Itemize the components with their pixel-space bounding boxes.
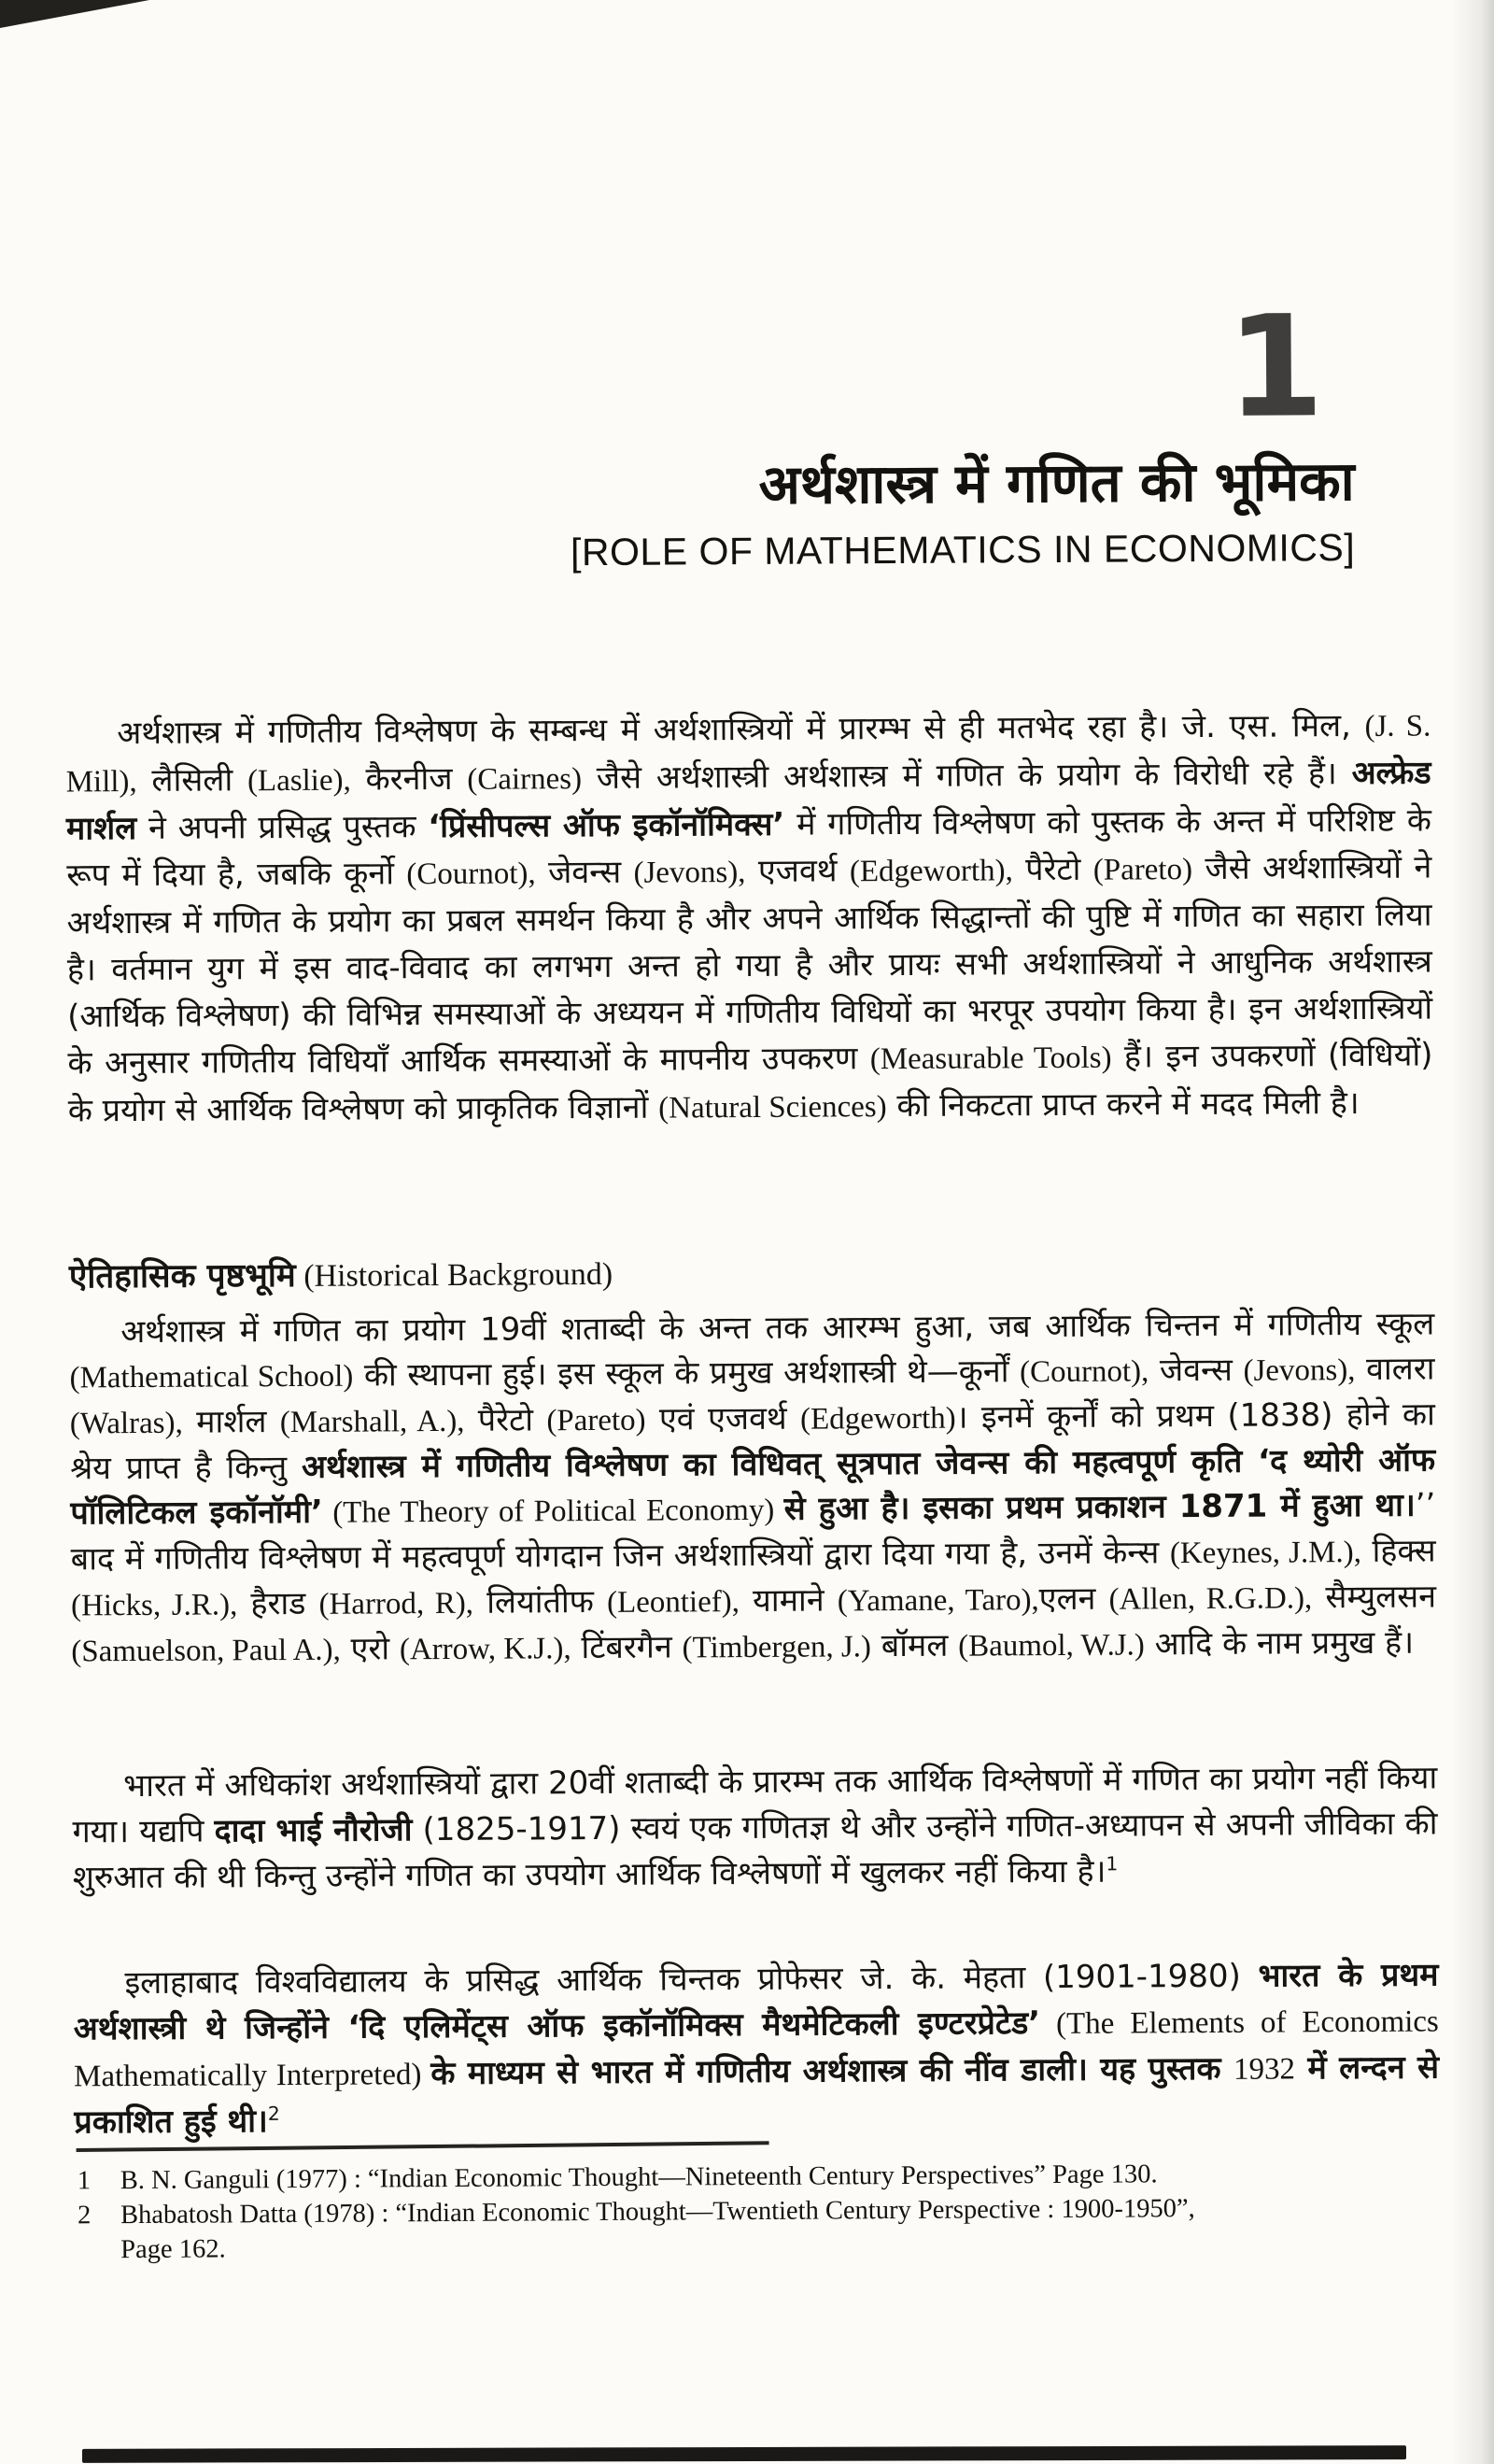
footnote-1-text: B. N. Ganguli (1977) : “Indian Economic Thought—Nineteenth Century Perspectives” Page 130. xyxy=(120,2160,1158,2196)
paragraph-4: इलाहाबाद विश्वविद्यालय के प्रसिद्ध आर्थिक चिन्तक प्रोफेसर जे. के. मेहता (1901-1980) भारत के प्रथम अर्थशास्त्री थे जिन्होंने ‘दि एलिमेंट्स ऑफ इकॉनॉमिक्स मैथमेटिकली इण्टरप्रेटेड’ (The Elements of Economics Mathematically Interpreted) के माध्यम से भारत में गणितीय अर्थशास्त्र की नींव डाली। यह पुस्तक 1932 में लन्दन से प्रकाशित हुई थी।$^2$ xyxy=(73,1956,1440,2142)
footnotes xyxy=(78,2156,1428,2268)
footnote-2-line1: Bhabatosh Datta (1978) : “Indian Economic Thought—Twentieth Century Perspective : 1900-1950”, xyxy=(120,2194,1195,2230)
paragraph-3: भारत में अधिकांश अर्थशास्त्रियों द्वारा 20वीं शताब्दी के प्रारम्भ तक आर्थिक विश्लेषणों में गणित का प्रयोग नहीं किया गया। यद्यपि दादा भाई नौरोजी (1825-1917) स्वयं एक गणितज्ञ थे और उन्होंने गणित-अध्यापन से अपनी जीविका की शुरुआत की थी किन्तु उन्होंने गणित का उपयोग आर्थिक विश्लेषणों में खुलकर नहीं किया है।$^1$ xyxy=(72,1759,1438,1897)
footnote-2-text xyxy=(120,2190,1427,2268)
chapter-title-block xyxy=(570,450,1355,574)
chapter-title-hindi: अर्थशास्त्र में गणित की भूमिका xyxy=(758,449,1355,517)
footnote-2-line2: Page 162. xyxy=(120,2234,226,2265)
paragraph-2: अर्थशास्त्र में गणित का प्रयोग 19वीं शताब्दी के अन्त तक आरम्भ हुआ, जब आर्थिक चिन्तन में गणितीय स्कूल (Mathematical School) की स्थापना हुई। इस स्कूल के प्रमुख अर्थशास्त्री थे—कूर्नों (Cournot), जेवन्स (Jevons), वालरा (Walras), मार्शल (Marshall, A.), पैरेटो (Pareto) एवं एजवर्थ (Edgeworth)। इनमें कूर्नों को प्रथम (1838) होने का श्रेय प्राप्त है किन्तु अर्थशास्त्र में गणितीय विश्लेषण का विधिवत् सूत्रपात जेवन्स की महत्वपूर्ण कृति ‘द थ्योरी ऑफ पॉलिटिकल इकॉनॉमी’ (The Theory of Political Economy) से हुआ है। इसका प्रथम प्रकाशन 1871 में हुआ था।’’ बाद में गणितीय विश्लेषण में महत्वपूर्ण योगदान जिन अर्थशास्त्रियों द्वारा दिया गया है, उनमें केन्स (Keynes, J.M.), हिक्स (Hicks, J.R.), हैराड (Harrod, R), लियांतीफ (Leontief), यामाने (Yamane, Taro),एलन (Allen, R.G.D.), सैम्युलसन (Samuelson, Paul A.), एरो (Arrow, K.J.), टिंबरगैन (Timbergen, J.) बॉमल (Baumol, W.J.) आदि के नाम प्रमुख हैं। xyxy=(69,1305,1437,1669)
section-heading xyxy=(69,1246,1434,1298)
footnote-2 xyxy=(78,2190,1427,2268)
section-heading-english: (Historical Background) xyxy=(295,1256,613,1294)
section-heading-hindi: ऐतिहासिक पृष्ठभूमि xyxy=(68,1256,296,1296)
chapter-number: 1 xyxy=(1226,286,1321,449)
footnote-1-number: 1 xyxy=(77,2166,92,2196)
paragraph-1: अर्थशास्त्र में गणितीय विश्लेषण के सम्बन्ध में अर्थशास्त्रियों में प्रारम्भ से ही मतभेद रहा है। जे. एस. मिल, (J. S. Mill), लैसिली (Laslie), कैरनीज (Cairnes) जैसे अर्थशास्त्री अर्थशास्त्र में गणित के प्रयोग के विरोधी रहे हैं। अल्फ्रेड मार्शल ने अपनी प्रसिद्ध पुस्तक ‘प्रिंसीपल्स ऑफ इकॉनॉमिक्स’ में गणितीय विश्लेषण को पुस्तक के अन्त में परिशिष्ट के रूप में दिया है, जबकि कूर्नो (Cournot), जेवन्स (Jevons), एजवर्थ (Edgeworth), पैरेटो (Pareto) जैसे अर्थशास्त्रियों ने अर्थशास्त्र में गणित के प्रयोग का प्रबल समर्थन किया है और अपने आर्थिक सिद्धान्तों की पुष्टि में गणित का सहारा लिया है। वर्तमान युग में इस वाद-विवाद का लगभग अन्त हो गया है और प्रायः सभी अर्थशास्त्रियों ने आधुनिक अर्थशास्त्र (आर्थिक विश्लेषण) की विभिन्न समस्याओं के अध्ययन में गणितीय विधियों का भरपूर उपयोग किया है। इन अर्थशास्त्रियों के अनुसार गणितीय विधियाँ आर्थिक समस्याओं के मापनीय उपकरण (Measurable Tools) हैं। इन उपकरणों (विधियों) के प्रयोग से आर्थिक विश्लेषण को प्राकृतिक विज्ञानों (Natural Sciences) की निकटता प्राप्त करने में मदद मिली है। xyxy=(65,706,1433,1130)
chapter-title-english: [ROLE OF MATHEMATICS IN ECONOMICS] xyxy=(570,525,1356,574)
footnote-2-number: 2 xyxy=(77,2201,92,2230)
